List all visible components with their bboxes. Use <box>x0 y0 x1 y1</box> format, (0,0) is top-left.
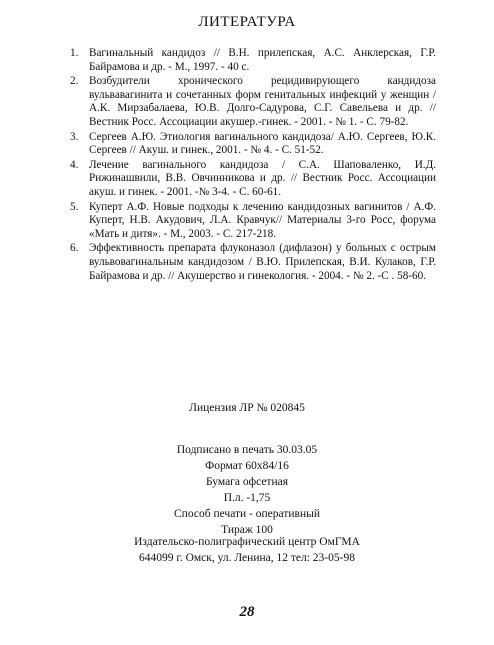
publisher-name: Издательско-полиграфический центр ОмГМА <box>134 536 360 548</box>
reference-item <box>70 131 436 158</box>
reference-text: Эффективность препарата флуконазол (дифлазон) у больных с острым вульвовагинальным кандидозом / В.Ю. Прилепская, В.И. Кулаков, Г.Р. Байрамова и др. // Акушерство и гинекология. - 2004. - № 2. -С . 58-60. <box>89 242 436 282</box>
reference-number: 2. <box>70 75 79 88</box>
publisher-block <box>0 534 494 566</box>
reference-item <box>70 47 436 74</box>
paper-format: Формат 60х84/16 <box>205 460 289 472</box>
print-sheets: П.л. -1,75 <box>223 492 271 504</box>
reference-number: 1. <box>70 47 79 59</box>
paper-type: Бумага офсетная <box>205 476 289 488</box>
reference-text: Возбудители хронического рецидивирующего кандидоза вульвавагинита и сочетанных форм генитальных инфекций у женщин / А.К. Мирзабалаева, Ю.В. Долго-Садурова, С.Г. Савельева и др. // Вестник Росс. Ассоциации акушер.-гинек. - 2001. - № 1. - С. 79-82. <box>89 75 436 128</box>
reference-number: 4. <box>70 158 79 171</box>
reference-item <box>70 75 436 129</box>
print-method: Способ печати - оперативный <box>174 508 320 520</box>
license-line: Лицензия ЛР № 020845 <box>189 402 305 414</box>
page-number: 28 <box>239 604 255 620</box>
reference-number: 3. <box>70 130 79 143</box>
imprint-block <box>0 442 494 538</box>
reference-text: Сергеев А.Ю. Этиология вагинального кандидоза/ А.Ю. Сергеев, Ю.К. Сергеев // Акуш. и гинек., 2001. - № 4. - С. 51-52. <box>89 130 436 157</box>
publisher-address: 644099 г. Омск, ул. Ленина, 12 тел: 23-05-98 <box>139 552 355 564</box>
reference-text: Лечение вагинального кандидоза / С.А. Шаповаленко, И.Д. Рижинашвили, В.В. Овчинникова и др. // Вестник Росс. Ассоциации акуш. и гинек. - 2001. -№ 3-4. - С. 60-61. <box>89 158 436 198</box>
signed-date: Подписано в печать 30.03.05 <box>176 444 318 456</box>
reference-text: Куперт А.Ф. Новые подходы к лечению кандидозных вагинитов / А.Ф. Куперт, Н.В. Акудович, Л.А. Кравчук// Материалы 3-го Росс, форума «Мать и дитя». - М., 2003. - С. 217-218. <box>89 200 436 240</box>
reference-item <box>70 201 436 242</box>
reference-number: 5. <box>70 200 79 213</box>
page-title: ЛИТЕРАТУРА <box>198 14 296 30</box>
reference-text: Вагинальный кандидоз // В.Н. прилепская, А.С. Анклерская, Г.Р. Байрамова и др. - М., 1997. - 40 с. <box>89 47 436 73</box>
print-run: Тираж 100 <box>221 524 273 536</box>
reference-number: 6. <box>70 242 79 255</box>
reference-item <box>70 242 436 283</box>
reference-list <box>70 47 436 284</box>
reference-item <box>70 159 436 200</box>
